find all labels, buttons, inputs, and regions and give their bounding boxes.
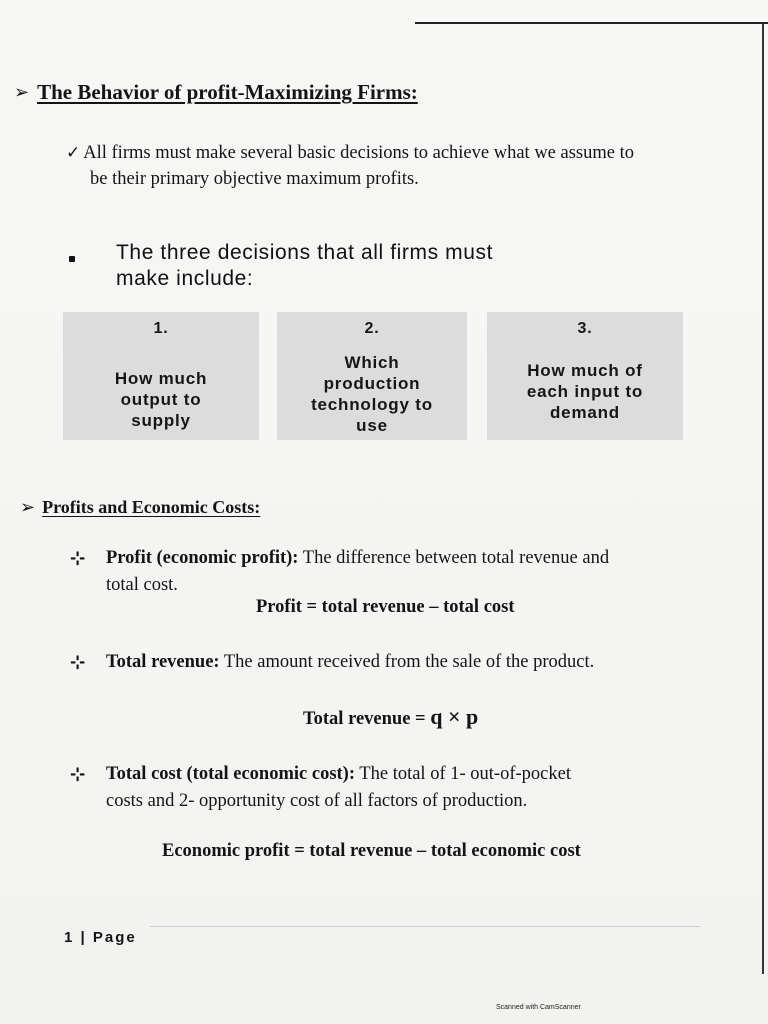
arrow-bullet-icon: ➢ (14, 82, 30, 103)
term: Total revenue: (106, 652, 220, 672)
decision-number: 2. (364, 320, 380, 337)
check-icon: ✓ (66, 143, 81, 163)
decision-boxes (63, 312, 683, 442)
formula-vars: q × p (430, 704, 479, 729)
formula-economic-profit: Economic profit = total revenue – total economic cost (162, 841, 581, 861)
heading-text: Profits and Economic Costs: (42, 497, 261, 517)
decision-text: How much output to supply (114, 369, 208, 430)
formula-left: Total revenue = (303, 709, 431, 729)
definition-total-cost (70, 761, 746, 815)
section-heading-behavior (14, 80, 418, 105)
definition-text: The amount received from the sale of the product. (219, 652, 595, 672)
definition-total-revenue (70, 649, 746, 676)
definition-text: The total of 1- out-of-pocket (355, 764, 571, 784)
pin-plus-icon: ⊹ (70, 548, 86, 569)
definition-text-line-2: total cost. (106, 575, 178, 595)
definition-text: The difference between total revenue and (298, 548, 610, 568)
pin-plus-icon: ⊹ (70, 652, 86, 673)
definition-profit (70, 545, 746, 599)
decision-number: 3. (577, 320, 593, 337)
intro-line-2: be their primary objective maximum profits. (90, 169, 419, 189)
decision-box-2 (277, 312, 467, 440)
definition-text-line-2: costs and 2- opportunity cost of all factors of production. (106, 791, 528, 811)
intro-line-1: All firms must make several basic decisions to achieve what we assume to (83, 143, 634, 163)
pin-plus-icon: ⊹ (70, 764, 86, 785)
top-border-line (415, 22, 768, 24)
decision-number: 1. (153, 320, 169, 337)
right-border-line (762, 24, 764, 974)
decision-box-3 (487, 312, 683, 440)
section-heading-profits (20, 497, 260, 518)
decision-text: Which production technology to use (311, 353, 433, 435)
heading-text: The Behavior of profit-Maximizing Firms: (37, 80, 418, 104)
term: Total cost (total economic cost): (106, 764, 356, 784)
footer-line (150, 926, 700, 927)
decisions-heading (116, 240, 676, 292)
square-bullet-icon (69, 256, 75, 262)
decision-box-1 (63, 312, 259, 440)
decisions-heading-line-2: make include: (116, 267, 254, 290)
decision-text: How much of each input to demand (526, 361, 644, 422)
formula-profit: Profit = total revenue – total cost (256, 597, 515, 617)
formula-total-revenue (303, 704, 478, 730)
term: Profit (economic profit): (106, 548, 299, 568)
page-number: 1 | Page (64, 929, 137, 946)
arrow-bullet-icon: ➢ (20, 497, 36, 518)
scanner-watermark: Scanned with CamScanner (496, 1004, 581, 1011)
decisions-heading-line-1: The three decisions that all firms must (116, 241, 494, 264)
intro-paragraph (66, 140, 756, 192)
